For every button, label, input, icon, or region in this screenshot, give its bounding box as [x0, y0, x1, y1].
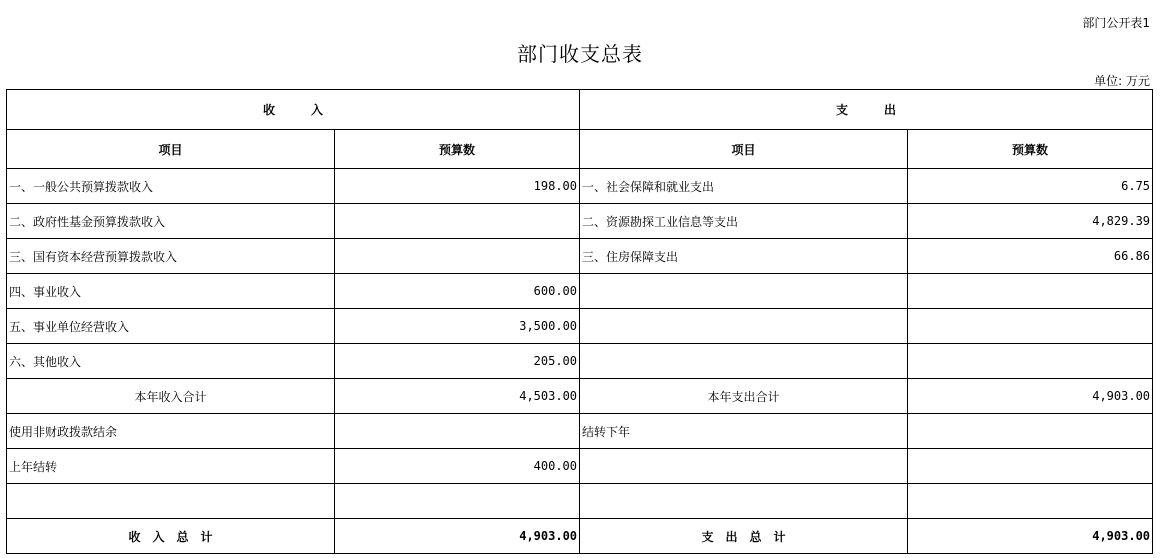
expense-value: 6.75: [908, 169, 1153, 204]
income-total-label: 收 入 总 计: [7, 519, 335, 554]
expense-item: [580, 274, 908, 309]
income-item: 六、其他收入: [7, 344, 335, 379]
form-number: 部门公开表1: [1082, 16, 1150, 30]
table-row: [7, 449, 1153, 484]
income-item: 五、事业单位经营收入: [7, 309, 335, 344]
expense-value: [908, 414, 1153, 449]
expense-item: [580, 449, 908, 484]
unit-label: 单位: 万元: [1094, 74, 1150, 88]
income-value: 400.00: [335, 449, 580, 484]
expense-total-value: 4,903.00: [908, 519, 1153, 554]
income-item: [7, 484, 335, 519]
income-item: 一、一般公共预算拨款收入: [7, 169, 335, 204]
income-value: 3,500.00: [335, 309, 580, 344]
income-item: 三、国有资本经营预算拨款收入: [7, 239, 335, 274]
income-value: [335, 204, 580, 239]
budget-summary-table: [6, 89, 1153, 554]
expense-subtotal-value: 4,903.00: [908, 379, 1153, 414]
expense-total-label: 支 出 总 计: [580, 519, 908, 554]
expense-value: [908, 309, 1153, 344]
expense-item: 二、资源勘探工业信息等支出: [580, 204, 908, 239]
expense-subtotal-label: 本年支出合计: [580, 379, 908, 414]
section-header-row: [7, 90, 1153, 130]
expense-item: 三、住房保障支出: [580, 239, 908, 274]
expense-item: [580, 344, 908, 379]
expense-value: [908, 274, 1153, 309]
total-row: [7, 519, 1153, 554]
income-value: 205.00: [335, 344, 580, 379]
income-subtotal-value: 4,503.00: [335, 379, 580, 414]
income-value: [335, 484, 580, 519]
income-total-value: 4,903.00: [335, 519, 580, 554]
expense-value: 4,829.39: [908, 204, 1153, 239]
table-row: [7, 484, 1153, 519]
income-subtotal-label: 本年收入合计: [7, 379, 335, 414]
income-budget-header: 预算数: [335, 130, 580, 169]
income-section-header: 收 入: [7, 90, 580, 130]
income-value: [335, 239, 580, 274]
table-row: [7, 204, 1153, 239]
table-row: [7, 239, 1153, 274]
table-row: [7, 344, 1153, 379]
table-row: [7, 169, 1153, 204]
expense-item-header: 项目: [580, 130, 908, 169]
income-item: 四、事业收入: [7, 274, 335, 309]
expense-value: 66.86: [908, 239, 1153, 274]
subtotal-row: [7, 379, 1153, 414]
income-item: 二、政府性基金预算拨款收入: [7, 204, 335, 239]
column-header-row: [7, 130, 1153, 169]
page-title: 部门收支总表: [517, 42, 643, 66]
income-value: 600.00: [335, 274, 580, 309]
income-item: 使用非财政拨款结余: [7, 414, 335, 449]
expense-value: [908, 344, 1153, 379]
expense-item: [580, 484, 908, 519]
expense-value: [908, 449, 1153, 484]
expense-item: 一、社会保障和就业支出: [580, 169, 908, 204]
expense-item: 结转下年: [580, 414, 908, 449]
expense-budget-header: 预算数: [908, 130, 1153, 169]
income-item-header: 项目: [7, 130, 335, 169]
table-row: [7, 414, 1153, 449]
income-value: 198.00: [335, 169, 580, 204]
expense-section-header: 支 出: [580, 90, 1153, 130]
income-value: [335, 414, 580, 449]
table-row: [7, 309, 1153, 344]
income-item: 上年结转: [7, 449, 335, 484]
expense-item: [580, 309, 908, 344]
table-row: [7, 274, 1153, 309]
expense-value: [908, 484, 1153, 519]
